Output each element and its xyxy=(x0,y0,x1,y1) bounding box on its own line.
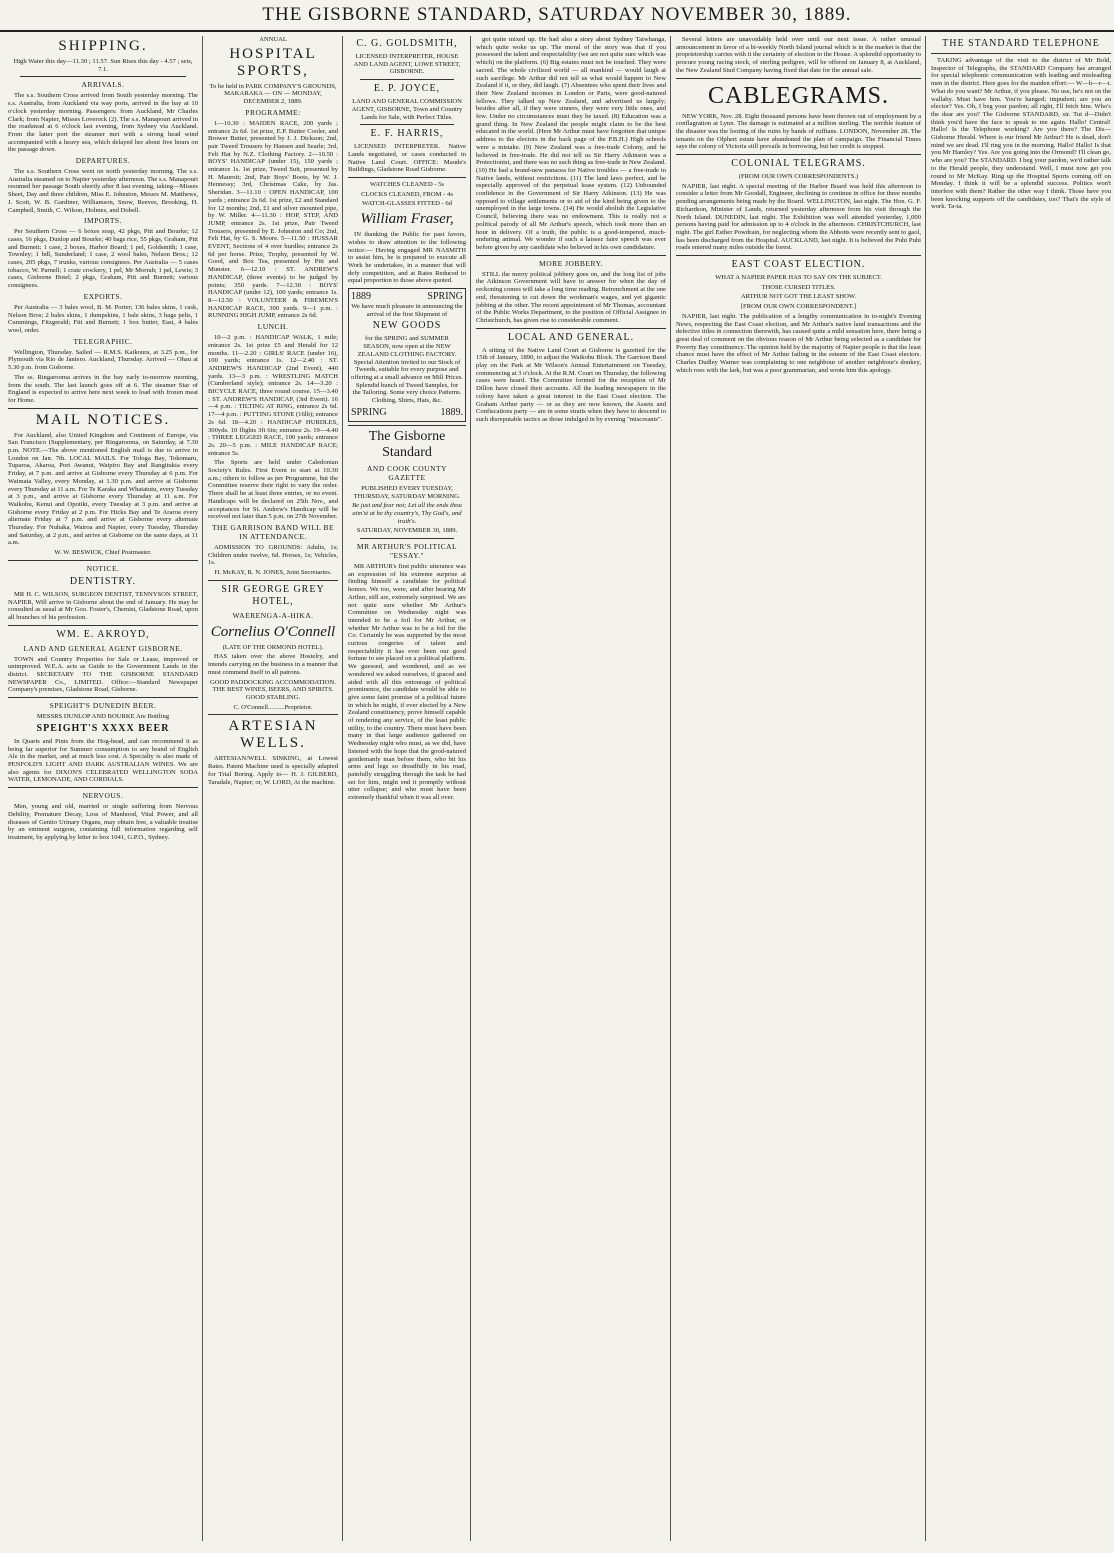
leader-heading: MR ARTHUR'S POLITICAL "ESSAY." xyxy=(356,542,458,561)
telegraphic-heading: TELEGRAPHIC. xyxy=(73,336,133,346)
spring-word-right: SPRING xyxy=(427,291,463,303)
jobbery-heading: MORE JOBBERY. xyxy=(539,258,603,268)
paper-date: SATURDAY, NOVEMBER 30, 1889. xyxy=(356,527,458,535)
watches-line-3: WATCH-GLASSES FITTED - 6d xyxy=(362,200,452,208)
column-6 xyxy=(931,36,1111,1541)
spring-footer-left: SPRING xyxy=(351,406,387,418)
spring-footer-right: 1889. xyxy=(440,406,463,418)
column-rule xyxy=(670,36,671,1541)
column-rule xyxy=(202,36,203,1541)
sports-pre: ANNUAL xyxy=(259,36,287,43)
paper-sub: AND COOK COUNTY GAZETTE xyxy=(367,463,447,482)
hotel-signature: C. O'Connell..........Proprietor. xyxy=(233,703,313,711)
wells-heading: ARTESIAN WELLS. xyxy=(228,718,318,752)
beer-brand: SPEIGHT'S XXXX BEER xyxy=(36,722,170,734)
beer-heading: SPEIGHT'S DUNEDIN BEER. xyxy=(49,701,157,711)
imports-text: Per Southern Cross — 6 boxes soap, 42 pkgs, Pitt and Bourke; 12 cases, 16 pkgs, Dunlop and Bourke; 40 bags rice, 55 pkgs, Graham, Pitt and Burnett; 1 case, 2 boxes, Harbor Board; 1 pel, Goldsmith; 1 case, Townley; 1 bdl, Sunderland; 1 case, 2 wool bales, Nelson Bros.; 12 cases, 205 pkgs, 7 trunks, various consignees. Per Australia — 5 cases tobacco, W. Parnell; 1 crate crockery, 1 pel, Mr Morrah; 1 pel, Lewis; 3 cases, Gisborne Hotel; 2 pkgs, Graham, Pitt and Burnett; various consignees. xyxy=(8,228,198,290)
notice-heading: NOTICE. xyxy=(86,563,120,573)
hotel-extras: GOOD PADDOCKING ACCOMMODATION. THE BEST WINES, BEERS, AND SPIRITS. GOOD STABLING. xyxy=(210,678,336,701)
col5-para-1: Several letters are unavoidably held over until our next issue. A rather unusual announcement in favor of a bi-weekly North Island journal which is in the market is that the proprietorship carries with it the certainty of election to the House. A splendid opportunity to procure young racing stock, of sterling pedigree, will be offered on January 8, at Auckland, the New Zealand Stud Company having fixed that date for the annual sale. xyxy=(676,36,921,74)
nervous-heading: NERVOUS. xyxy=(82,791,124,801)
secretaries: H. McKAY, R. N. JONES, Joint Secretaries. xyxy=(214,569,332,577)
nervous-text: Men, young and old, married or single suffering from Nervous Debility, Premature Decay, Loss of Manhood, Vital Power, and all diseases of Genito Urinary Organs, may obtain free, a valuable treatise by an eminent surgeon, containing full information regarding self treatment, by applying by letter to box 1041, G.P.O., Sydney. xyxy=(8,803,198,841)
paper-published: PUBLISHED EVERY TUESDAY, THURSDAY, SATURDAY MORNING. xyxy=(353,484,461,500)
hotel-place: WAERENGA-A-HIKA. xyxy=(232,610,314,620)
akroyd-name: WM. E. AKROYD, xyxy=(56,628,150,640)
sports-heading: HOSPITAL SPORTS, xyxy=(229,45,317,79)
joyce-name: E. P. JOYCE, xyxy=(373,83,441,95)
column-rule xyxy=(342,36,343,1541)
paper-title: The Gisborne Standard xyxy=(368,428,446,460)
cablegrams-heading: CABLEGRAMS. xyxy=(707,82,890,109)
watches-line-1: WATCHES CLEANED - 5s xyxy=(369,181,445,189)
mail-text: For Auckland, also United Kingdom and Continent of Europe, via San Francisco (Supplementary, per Ringarooma, on Saturday, at 7.30 p.m. NOTE.—The above mentioned English mail is due to arrive in London on Jan. 7th. LOCAL MAILS. For Tologa Bay, Tokomaru, Tuparoa, Akaroa, Port Awanui, Waipiro Bay and Rangitukia every Friday, at 7 p.m. and arrive at Gisborne every Thursday at 6 p.m. For Waimata Valley, every Monday, at 1.30 p.m. and arrive at Gisborne every Thursday at 11 a.m. For Te Karaka and Whatatutu, every Tuesday at 3 p.m., and arrive at Gisborne every Thursday at 11 a.m. For Waikohu, Kenui and Opotiki, every Tuesday at 3 p.m. and arrive at Gisborne every Friday at 2 p.m. For Hicks Bay and Te Araroa every alternate Friday at 7 p.m. and arrive at Gisborne every alternate Thursday. For Nuhaka, Wairoa and Napier, every Tuesday, Thursday and Saturday, at 2 p.m., and arrive at Gisborne on the same days, at 11 a.m. xyxy=(8,431,198,547)
column-4 xyxy=(476,36,666,1541)
exports-text: Per Australia — 3 bales wool, B. M. Porter; 136 bales skins, 1 cask, Nelson Bros; 2 bales skins, 1 dumpskins, 1 bale skins, 3 bags pelts, 1 Cummings, Fitzgerald; Fitt and Burnett; 1 box butter, East, 4 bales wool, order. xyxy=(8,303,198,334)
local-general-text: A sitting of the Native Land Court at Gisborne is gazetted for the 15th of January, 1890, to adjust the Waikohu Block. The Garrison Band play on the Park at Mr Wilson's Annual Entertainment on Tuesday, commencing at 3 o'clock. At the R.M. Court on Thursday, the following cases were heard. The Committee formed for the reception of Mr Dillon have closed their accounts. All the leading newspapers in the colony have taken a great interest in the East Coast election. The Graham Arthur party — or as they are now known, the Assets and Confiscations party — are in some straits when they have to descend to such disreputable tactics as those indulged in by evening "miscreants". xyxy=(476,346,666,423)
east-coast-sub-3: ARTHUR NOT GOT THE LEAST SHOW. xyxy=(740,293,857,301)
arrivals-text: The s.s. Southern Cross arrived from South yesterday morning. The s.s. Australia, from Auckland via way ports, arrived in the bay at 10 o'clock yesterday morning. Passengers: from Auckland, Mr Charles Clark; from Napier, Misses Loverock (2). The s.s. Manapouri arrived in the roadstead at 6 o'clock last evening, from Sydney via Auckland. From the latter port the steamer met with a strong head wind accompanied with a heavy sea, which delayed her about five hours on the passage down. xyxy=(8,92,198,154)
beer-sub: MESSRS DUNLOP AND BOURKE Are Bottling xyxy=(36,713,170,721)
east-coast-source: [FROM OUR OWN CORRESPONDENT.] xyxy=(740,303,857,311)
band-notice: THE GARRISON BAND WILL BE IN ATTENDANCE. xyxy=(211,522,335,541)
hotel-proprietor: Cornelius O'Connell xyxy=(210,623,336,640)
hotel-name: SIR GEORGE GREY HOTEL, xyxy=(221,583,325,607)
hotel-late: (LATE OF THE ORMOND HOTEL). xyxy=(222,643,324,651)
local-general-heading: LOCAL AND GENERAL. xyxy=(507,331,635,343)
jobbery-text: STILL the merry political jobbery goes on, and the long list of jobs the Atkinson Government will have to answer for when the day of reckoning comes will take a long time reading. Retrenchment at the one end, threatening to cut down the workman's wages, and yet gigantic jobbing at the other. The recent appointment of Mr Thomas, accountant of the Public Works Department, to the position of Official Assignee in Christchurch, has given rise to considerable comment. xyxy=(476,270,666,324)
east-coast-sub: WHAT A NAPIER PAPER HAS TO SAY ON THE SUBJECT. xyxy=(715,274,882,282)
programme-heading: PROGRAMME: xyxy=(245,107,301,117)
admission: ADMISSION TO GROUNDS: Adults, 1s; Children under twelve, 6d. Horses, 1s; Vehicles, 1s. xyxy=(208,543,338,567)
spring-text-2: for the SPRING and SUMMER SEASON, now open at the NEW ZEALAND CLOTHING FACTORY. Special Attention invited to our Stock of Tweeds, suitable for every purpose and offering at a small advance on Mill Prices. Splendid bunch of Tweed Samples, for the Tailoring. Some very choice Patterns. Clothing, Shirts, Hats, &c. xyxy=(351,335,463,405)
colonial-text: NAPIER, last night. A special meeting of the Harbor Board was held this afternoon to consider a letter from Mr Goodall, Engineer, declining to continue in office for three months pending arrangements being made by the Board. WELLINGTON, last night. The Hon. G. F. Richardson, Minister of Lands, returned yesterday afternoon from his visit through the North Island. DUNEDIN, last night. The Exhibition was well attended yesterday, 1,000 persons having paid for admission up to 4 o'clock in the afternoon. CHRISTCHURCH, last night. The girl Esther Powdrain, for neglecting whom the Abbotts were recently sent to gaol, has been discharged from the Hospital. AUCKLAND, last night. It is believed the Puhi Puhi roads entered many miles outside the forest. xyxy=(676,182,921,252)
sports-rules: The Sports are held under Caledonian Society's Rules. First Event to start at 10.30 a.m.; others to follow as per Programme, but the Committee reserve their right to vary the order. There shall be at least three entries, or no event. Handicaps will be declared on 25th Nov., and acceptances for St. Andrew's Handicap will be received not later than 5 p.m. on 27th November. xyxy=(208,459,338,521)
colonial-heading: COLONIAL TELEGRAMS. xyxy=(731,158,866,170)
beer-text: In Quarts and Pints from the Hog-head, and can recommend it as being far superior for Summer consumption to any brand of English Ale in the market, and at much less cost. A Specialty is also made of PENFOLD'S LIGHT AND DARK AUSTRALIAN WINES. We are also agents for DIXON'S CELEBRATED WELLINGTON SODA WATER, LEMONADE, AND CORDIALS. xyxy=(8,737,198,784)
cablegrams-text: NEW YORK, Nov. 28. Eight thousand persons have been thrown out of employment by a conflagration at Lynn. The damage is estimated at a million sterling. The terrible feature of the disaster was the looting of the ruins by bands of ruffians. LONDON, November 28. The tenants on the Olphert estate have abandoned the plan of campaign. The Financial Times says the colony of Victoria still prevails in borrowing, but her credit is stopped. xyxy=(676,112,921,151)
east-coast-text: NAPIER, last night. The publication of a lengthy communication in to-night's Evening News, respecting the East Coast election, and Mr Arthur's native land transactions and the defective titles in connection therewith, has caused quite a mild sensation here, there being a great deal of comment on the obvious reason of Mr Arthur being selected as a candidate for Poverty Bay constituency. The opinion held by the majority of Napier people is that the least chance must have the effect of Mr Arthur failing in the esteem of the East Coast electors. Charles Dudley Warner was complaining to one neighbour of another neighbour's donkey, which roes with the lark, but was a poor grammarian, and wrote him this apology. xyxy=(676,312,921,374)
programme-text: 1—10.30 : MAIDEN RACE, 200 yards ; entrance 2s 6d. 1st prize, E.P. Butter Cooler, and Brower Butter, presented by J. J. Dickson; 2nd, pair Tweed Trousers by Hansen and Searle; 3rd, Felt Hat by N.Z. Clothing Factory. 2—10.50 : BOYS' HANDICAP (under 15), 150 yards ; entrance 1s. 1st prize, Tweed Suit, presented by H. Mauroit; 2nd, Pair Boys' Boots, by W. J. Hennessy; 3rd, Christmas Cake, by Jas. Sheridan. 3—11.10 : OPEN HANDICAP, 100 yards ; entrance 2s 6d. 1st prize, £2 and Standard for 12 months; 2nd, £1 and silver mounted pipe, by W. Miller. 4—11.30 : HOP, STEP, AND JUMP, entrance 2s. 1st prize, Pair Tweed Trousers, presented by E. Johnston and Co; 2nd, Felt Hat, by G. S. Moore. 5—11.50 : HUSSAR EVENT, Sections of 4 over hurdles; entrance 2s 6d per horse. Prize, Trophy, presented by W. Good, and Box Tea, presented by Pitt and Munster. 6—12.10 : ST. ANDREW'S HANDICAP, (three events) to be judged by points; 350 yards. 7—12.30 : BOYS' HANDICAP (under 12), 100 yards; entrance 1s. 8—12.50 : VOLUNTEER & FIREMEN'S HANDICAP RACE, 300 yards. 9—1 p.m. : RUNNING HIGH JUMP, entrance 2s 6d. xyxy=(208,119,338,320)
spring-goods: NEW GOODS xyxy=(372,320,442,332)
departures-text: The s.s. Southern Cross went on north yesterday morning. The s.s. Australia steamed on to Napier yesterday afternoon. The s.s. Manapouri resumed her passage South shortly after 8 last evening, taking—Misses Sheet, Day and three children, Miss E. Johnston, Messrs M. Matthews, J. Scott, W. B. Gardiner, Williamson, Snow, Reeves, Brooking, H. Campbell, Smith, C. Wilson, Holmes, and Dobell. xyxy=(8,168,198,214)
mail-signature: W. W. BESWICK, Chief Postmaster. xyxy=(54,549,152,557)
programme-text-2: 10—2 p.m. : HANDICAP WALK, 1 mile; entrance 2s. 1st prize £5 and Herald for 12 months. 11—2.20 : GIRLS' RACE (under 16), 100 yards; entrance 1s. 12—2.40 : ST. ANDREW'S HANDICAP (2nd Event), 440 yards. 13—3 p.m. : WRESTLING MATCH (Cumberland style); entrance 2s. 14—3.20 : BICYCLE RACE, three round course. 15—3.40 : ST. ANDREW'S HANDICAP, (3rd Event). 16—4 p.m. : TILTING AT RING, entrance 2s 6d. 17—4 p.m. : PUTTING STONE (16lb); entrance 2s 6d. 18—4.20 : HANDICAP HURDLES, 300yds. 10 flights 3ft 6in; entrance 2s. 19—4.40 : THREE LEGGED RACE, 100 yards; entrance 2s. 20—5 p.m. : MILE HANDICAP RACE; entrance 5s. xyxy=(208,334,338,457)
lunch-heading: LUNCH. xyxy=(257,322,289,332)
joyce-text: LAND AND GENERAL COMMISSION AGENT, GISBORNE, Town and Country Lands for Sale, with Perfect Titles. xyxy=(351,98,463,121)
east-coast-sub-2: THOSE CURSED TITLES. xyxy=(761,283,836,291)
exports-heading: EXPORTS. xyxy=(83,291,123,301)
masthead-title: THE GISBORNE STANDARD, SATURDAY NOVEMBER 30, 1889. xyxy=(262,4,852,25)
column-rule xyxy=(925,36,926,1541)
spring-advert xyxy=(348,288,466,422)
colonial-sub: (FROM OUR OWN CORRESPONDENTS.) xyxy=(738,173,859,181)
column-3 xyxy=(348,36,466,1541)
east-coast-heading: EAST COAST ELECTION. xyxy=(731,259,866,271)
imports-heading: IMPORTS. xyxy=(84,216,122,226)
goldsmith-text: LICENSED INTERPRETER, HOUSE AND LAND AGENT, LOWE STREET, GISBORNE. xyxy=(353,53,461,76)
leader-continued: got quite mixed up. He had also a story about Sydney Taiwhanga, which quite woke us up. The moral of the story was that if you possessed the talent and respectability (we are not quite sure which was which) on the platform. (6) Big estates must not be touched. They were sacred. The whole civilized world — all mankind — would laugh at such sacrilege. Mr Arthur did not tell us what would happen to New Zealand if it, or they, did laugh. (7) Absentees who spent their lives and their New Zealand incomes in London or Paris, were good-natured fellows. They talked up New Zealand, and advertised us largely; besides after all, if they were sinners, they were very little ones, and few. Under no circumstances must they be taxed. (8) Education was a grand thing. In New Zealand the people might claim to be the best educated in the world. (Here Mr Arthur must have forgotten that unique address to the electors in the back page of the P.B.H.) High schools were a mistake. (9) New Zealand was a free-trade Colony, and he believed in free-trade. He did not tell us Sir Harry Atkinson was a Protectionist, and there was no such thing as free-trade in New Zealand. (10) He had a brand-new panacea for Native troubles — a free-trade in Native lands, without restrictions. (11) The land laws perfect, and he especially approved of the perpetual lease system. (12) Unbounded confidence in the Government of Sir Harry Atkinson. (13) He was opposed to village settlements or to aid of the kind being given to the unemployed in the large towns. (14) He would abolish the Legislative Council, believing there was no endowment. This is really not a political parody of all Mr Arthur's speech, which took more than an hour in delivery. Of a truth, the public is a good-tempered, much-enduring animal. We wonder if such a laissez faire speech was ever before given by any candidate who believed in his own candidature. xyxy=(476,36,666,251)
goldsmith-name: C. G. GOLDSMITH, xyxy=(356,38,458,49)
masthead xyxy=(0,0,1114,32)
harris-name: E. F. HARRIS, xyxy=(370,128,444,140)
shipping-note: The ss. Ringarooma arrives in the bay early to-morrow morning, from the south. The last launch goes off at 6. The steamer Star of England is expected to arrive here next week to load with frozen meat for Home. xyxy=(8,373,198,404)
dentistry-text: MR H. C. WILSON, SURGEON DENTIST, TENNYSON STREET, NAPIER, Will arrive in Gisborne about the end of January. He may be consulted as usual at Mr Goo. Foster's, Chemist, Gladstone Road, upon all branches of his profession. xyxy=(8,590,198,621)
shipping-heading: SHIPPING. xyxy=(58,38,148,54)
spring-text: We have much pleasure in announcing the arrival of the first Shipment of xyxy=(351,303,463,318)
wells-text: ARTESIAN/WELL SINKING, at Lowest Rates. Patent Machine used is specially adapted for Trial Boring. Apply to— H. J. GILBERD, Taradale, Napier; or, W. LORD, At the machine. xyxy=(208,755,338,786)
fraser-name: William Fraser, xyxy=(360,211,454,228)
harris-text: LICENSED INTERPRETER. Native Lands negotiated, or cases conducted in Native Land Court. OFFICE: Maude's Buildings, Gladstone Road Gisborne. xyxy=(348,143,466,174)
dentistry-heading: DENTISTRY. xyxy=(69,575,137,587)
column-5 xyxy=(676,36,921,1541)
akroyd-title: LAND AND GENERAL AGENT GISBORNE. xyxy=(23,643,183,653)
telephone-text: TAKING advantage of the visit to the district of Mr Bold, Inspector of Telegraphs, the STANDARD Company has arranged for special telephonic communication with leading and misleading men in the district. Here goes for the maiden effort:— W—h—r—t. What do you want? Mr Arthur, if you please. No use, he's not on the wallaby. Must have him. You're hanged; impudent; are you an elector? Yes. Oh, I beg your pardon; all right, I'll fetch him. Who's the dear are you? The Gisborne STANDARD, sir. Tut d—Didn't think you'd have the face to speak to me again. Hallo! Central! Hallo! Is the Telephone working? Are you there? The Dis—Gisborne Herald. Where is our friend Mr Arthur? He is dead, don't mind we are dead. I'll ring you in the morning. Hallo! Hallo! Is that you Mr Hamley? Yes. Are you going into the Ormond? I'll clean go, who are you? The STANDARD. I beg your pardon, we'd rather talk to the Herald people, they understand. Well, I must now get you round to Mr McKay. Ring up the Hospital Sports coming off on Monday. I think it will be a splendid success. Politics won't interfere with them? Rather the other way I think. Those have you been knocking supports off the candidates, too? That's the style of work. Ta-ta. xyxy=(931,57,1111,211)
column-rule xyxy=(470,36,471,1541)
paper-motto: Be just and fear not; Let all the ends thou aim'st at be thy country's, Thy God's, and truth's. xyxy=(352,502,462,525)
fraser-text: IN thanking the Public for past favors, wishes to draw attention to the following notice:— Having engaged MR NASMITH to assist him, he is prepared to execute all Work he undertakes, in a manner that will defy competition, and at Rates Reduced to equal proportion to those above quoted. xyxy=(348,231,466,285)
spring-year-left: 1889 xyxy=(351,291,371,303)
sports-sub: To be held in PARK COMPANY'S GROUNDS, MAKARAKA — ON — MONDAY, DECEMBER 2, 1889. xyxy=(209,82,337,106)
departures-heading: DEPARTURES. xyxy=(75,156,131,166)
watches-line-2: CLOCKS CLEANED, FROM - 4s xyxy=(361,190,453,198)
leader-text: MR ARTHUR's first public utterance was an expression of his extreme surprise at finding himself a candidate for political honors. We too, were, and after hearing Mr Arthur, still are, extremely surprised. We are not quite sure whether Mr Arthur's Committee on Wednesday night was intended to be a foil for Mr Arthur, or whether Mr Arthur was to be a foil for the Co. Certainly he was supported by the most curious congeries of talent and respectability it has ever been our good fortune to see placed on a political platform. We guessed, and wondered, and as we wondered we asked ourselves, if graced and aided with all this entourage of political prominence, the candidate would be able to give some faint promise of a political future in which he might, if ever elected by a New Zealand constituency, prove himself capable of rendering any service, of the least public utility, to the country. There must have been many in that large audience gathered on Wednesday night who must, as we did, have listened with the hope that the good-natured gentlemanly man before them, who bit his arms and legs so dreadfully in his road, painfully struggling through the task he had set for him, might end it promptly without utter collapse; and who must have been extremely thankful when it was all over. xyxy=(348,563,466,802)
column-1 xyxy=(8,36,198,1541)
tides: High Water this day—11.30 ; 11.57. Sun Rises this day - 4.57 ; sets, 7.1. xyxy=(13,58,193,73)
arrivals-heading: ARRIVALS. xyxy=(81,80,125,90)
telephone-heading: THE STANDARD TELEPHONE xyxy=(942,38,1100,49)
mail-heading: MAIL NOTICES. xyxy=(35,411,171,428)
column-2 xyxy=(208,36,338,1541)
akroyd-text: TOWN and Country Properties for Sale or Lease, improved or unimproved. W.E.A. acts as Guide to the Government Lands in the district. SECRETARY TO THE GISBORNE STANDARD NEWSPAPER Co., LIMITED. Office:—Standard Newspaper Company's premises, Gladstone Road, Gisborne. xyxy=(8,655,198,694)
telegraphic-text: Wellington, Thursday. Sailed — R.M.S. Kaikoura, at 3.25 p.m., for Plymouth via Rio de Janiero. Auckland, Thursday. Arrived — Ohau at 5.30 p.m. from Gisborne. xyxy=(8,348,198,372)
hotel-text: HAS taken over the above Hostelry, and intends carrying on the business in a manner that must commend itself to all patrons. xyxy=(208,653,338,676)
